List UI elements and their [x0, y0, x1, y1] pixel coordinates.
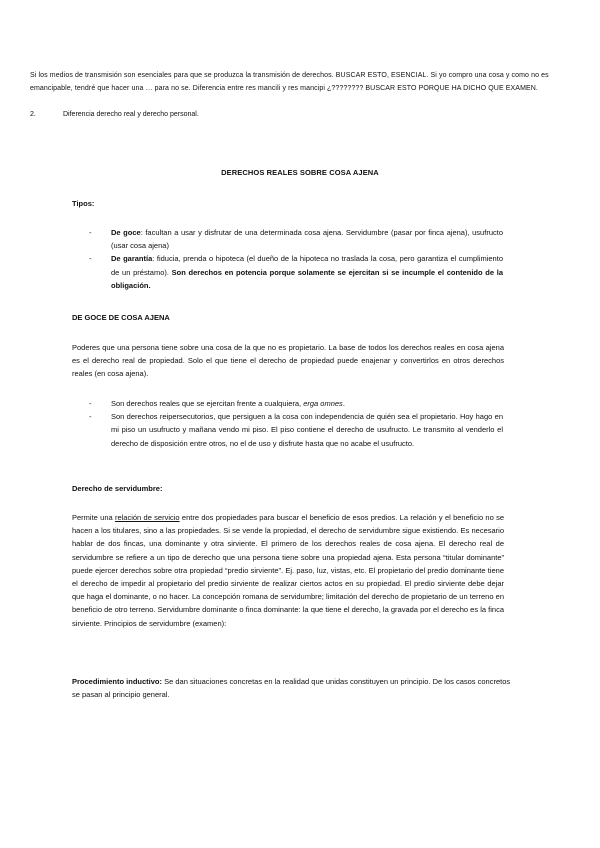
goce-paragraph: Poderes que una persona tiene sobre una cosa de la que no es propietario. La base de todos los derechos reales en cosa ajena es el derecho real de propiedad. Solo el que tiene el derecho de propiedad puede enajenar y convertirlos en otros derechos reales (en cosa ajena). [72, 343, 504, 379]
bullet2-text: Son derechos reipersecutorios, que persiguen a la cosa con independencia de quién sea el propietario. Hoy hago en mi piso un usufructo y mañana vendo mi piso. El piso contiene el derecho de usufructo. Le transmito al venderlo el derecho de disposición entre otros, no el de uso y disfrute hasta que no acabe el usufructo. [111, 412, 503, 448]
bullet1-end: . [342, 399, 345, 408]
tipos-list [89, 226, 503, 292]
tipos-heading: Tipos: [72, 199, 95, 208]
bullet1-text: Son derechos reales que se ejercitan frente a cualquiera, [111, 399, 304, 408]
goce-text: : facultan a usar y disfrutar de una determinada cosa ajena. Servidumbre (pasar por finca ajena), usufructo (usar cosa ajena) [111, 228, 503, 251]
bullet-dash: - [89, 399, 92, 408]
intro-paragraph: Si los medios de transmisión son esenciales para que se produzca la transmisión de derechos. BUSCAR ESTO, ESENCIAL. Si yo compro una cosa y como no es emancipable, tendré que hacer una … para no se. Diferencia entre res mancili y res mancipi ¿???????? BUSCAR ESTO PORQUE HA DICHO QUE EXAMEN. [30, 72, 549, 92]
list-number: 2. [30, 111, 36, 118]
list-item-reipersecutorios [89, 410, 503, 450]
bullet-dash: - [89, 228, 92, 237]
section-title: DERECHOS REALES SOBRE COSA AJENA [221, 168, 379, 177]
bullet-dash: - [89, 412, 92, 422]
bullet1-italic: erga omnes [303, 399, 343, 408]
goce-list [89, 397, 503, 450]
intro-list-item [30, 110, 199, 120]
list-item-text: Diferencia derecho real y derecho personal. [63, 111, 199, 118]
list-item-goce [89, 226, 503, 252]
servidumbre-paragraph [72, 511, 504, 630]
goce-heading: DE GOCE DE COSA AJENA [72, 313, 170, 322]
list-item-erga-omnes [89, 397, 503, 410]
procedimiento-text: Se dan situaciones concretas en la realidad que unidas constituyen un principio. De los casos concretos se pasan al principio general. [72, 677, 511, 700]
garantia-text: : fiducia, prenda o hipoteca (el dueño de la hipoteca no traslada la cosa, pero garantiza el cumplimiento de un préstamo). [111, 254, 503, 277]
servidumbre-heading: Derecho de servidumbre: [72, 484, 163, 493]
garantia-label: De garantía [111, 254, 153, 264]
procedimiento-paragraph [72, 675, 512, 701]
bullet-dash: - [89, 254, 92, 264]
servidumbre-underlined: relación de servicio [114, 513, 180, 522]
goce-label: De goce [111, 228, 141, 237]
list-item-garantia [89, 252, 503, 292]
servidumbre-start: Permite una [72, 513, 115, 522]
procedimiento-label: Procedimiento inductivo: [72, 677, 163, 686]
servidumbre-rest: entre dos propiedades para buscar el beneficio de esos predios. La relación y el beneficio no se hacen a los titulares, sino a las propiedades. Si se vende la propiedad, el derecho de servidumbre sigue existiendo. Es necesario hablar de dos fincas, una dominante y otra sirviente. El primero de los derechos reales de cosa ajena. El derecho real de servidumbre se refiere a un tipo de derecho que una persona tiene sobre una propiedad ajena. Esta persona “titular dominante” puede ejercer derechos sobre otra propiedad “predio sirviente”. Ej. paso, luz, vistas, etc. El propietario del predio dominante tiene el derecho de impedir al propietario del predio sirviente de realizar ciertos actos en su propiedad. El predio sirviente debe dejar que haga el dominante, o no hacer. La concepción romana de servidumbre; limitación del derecho de propietario de un terreno en beneficio de otro terreno. Servidumbre dominante o finca dominante: la que tiene el derecho, la gravada por el derecho es la finca sirviente. Principios de servidumbre (examen): [72, 513, 504, 628]
garantia-bold-text: Son derechos en potencia porque solamente se ejercitan si se incumple el contenido de la obligación. [111, 267, 504, 290]
